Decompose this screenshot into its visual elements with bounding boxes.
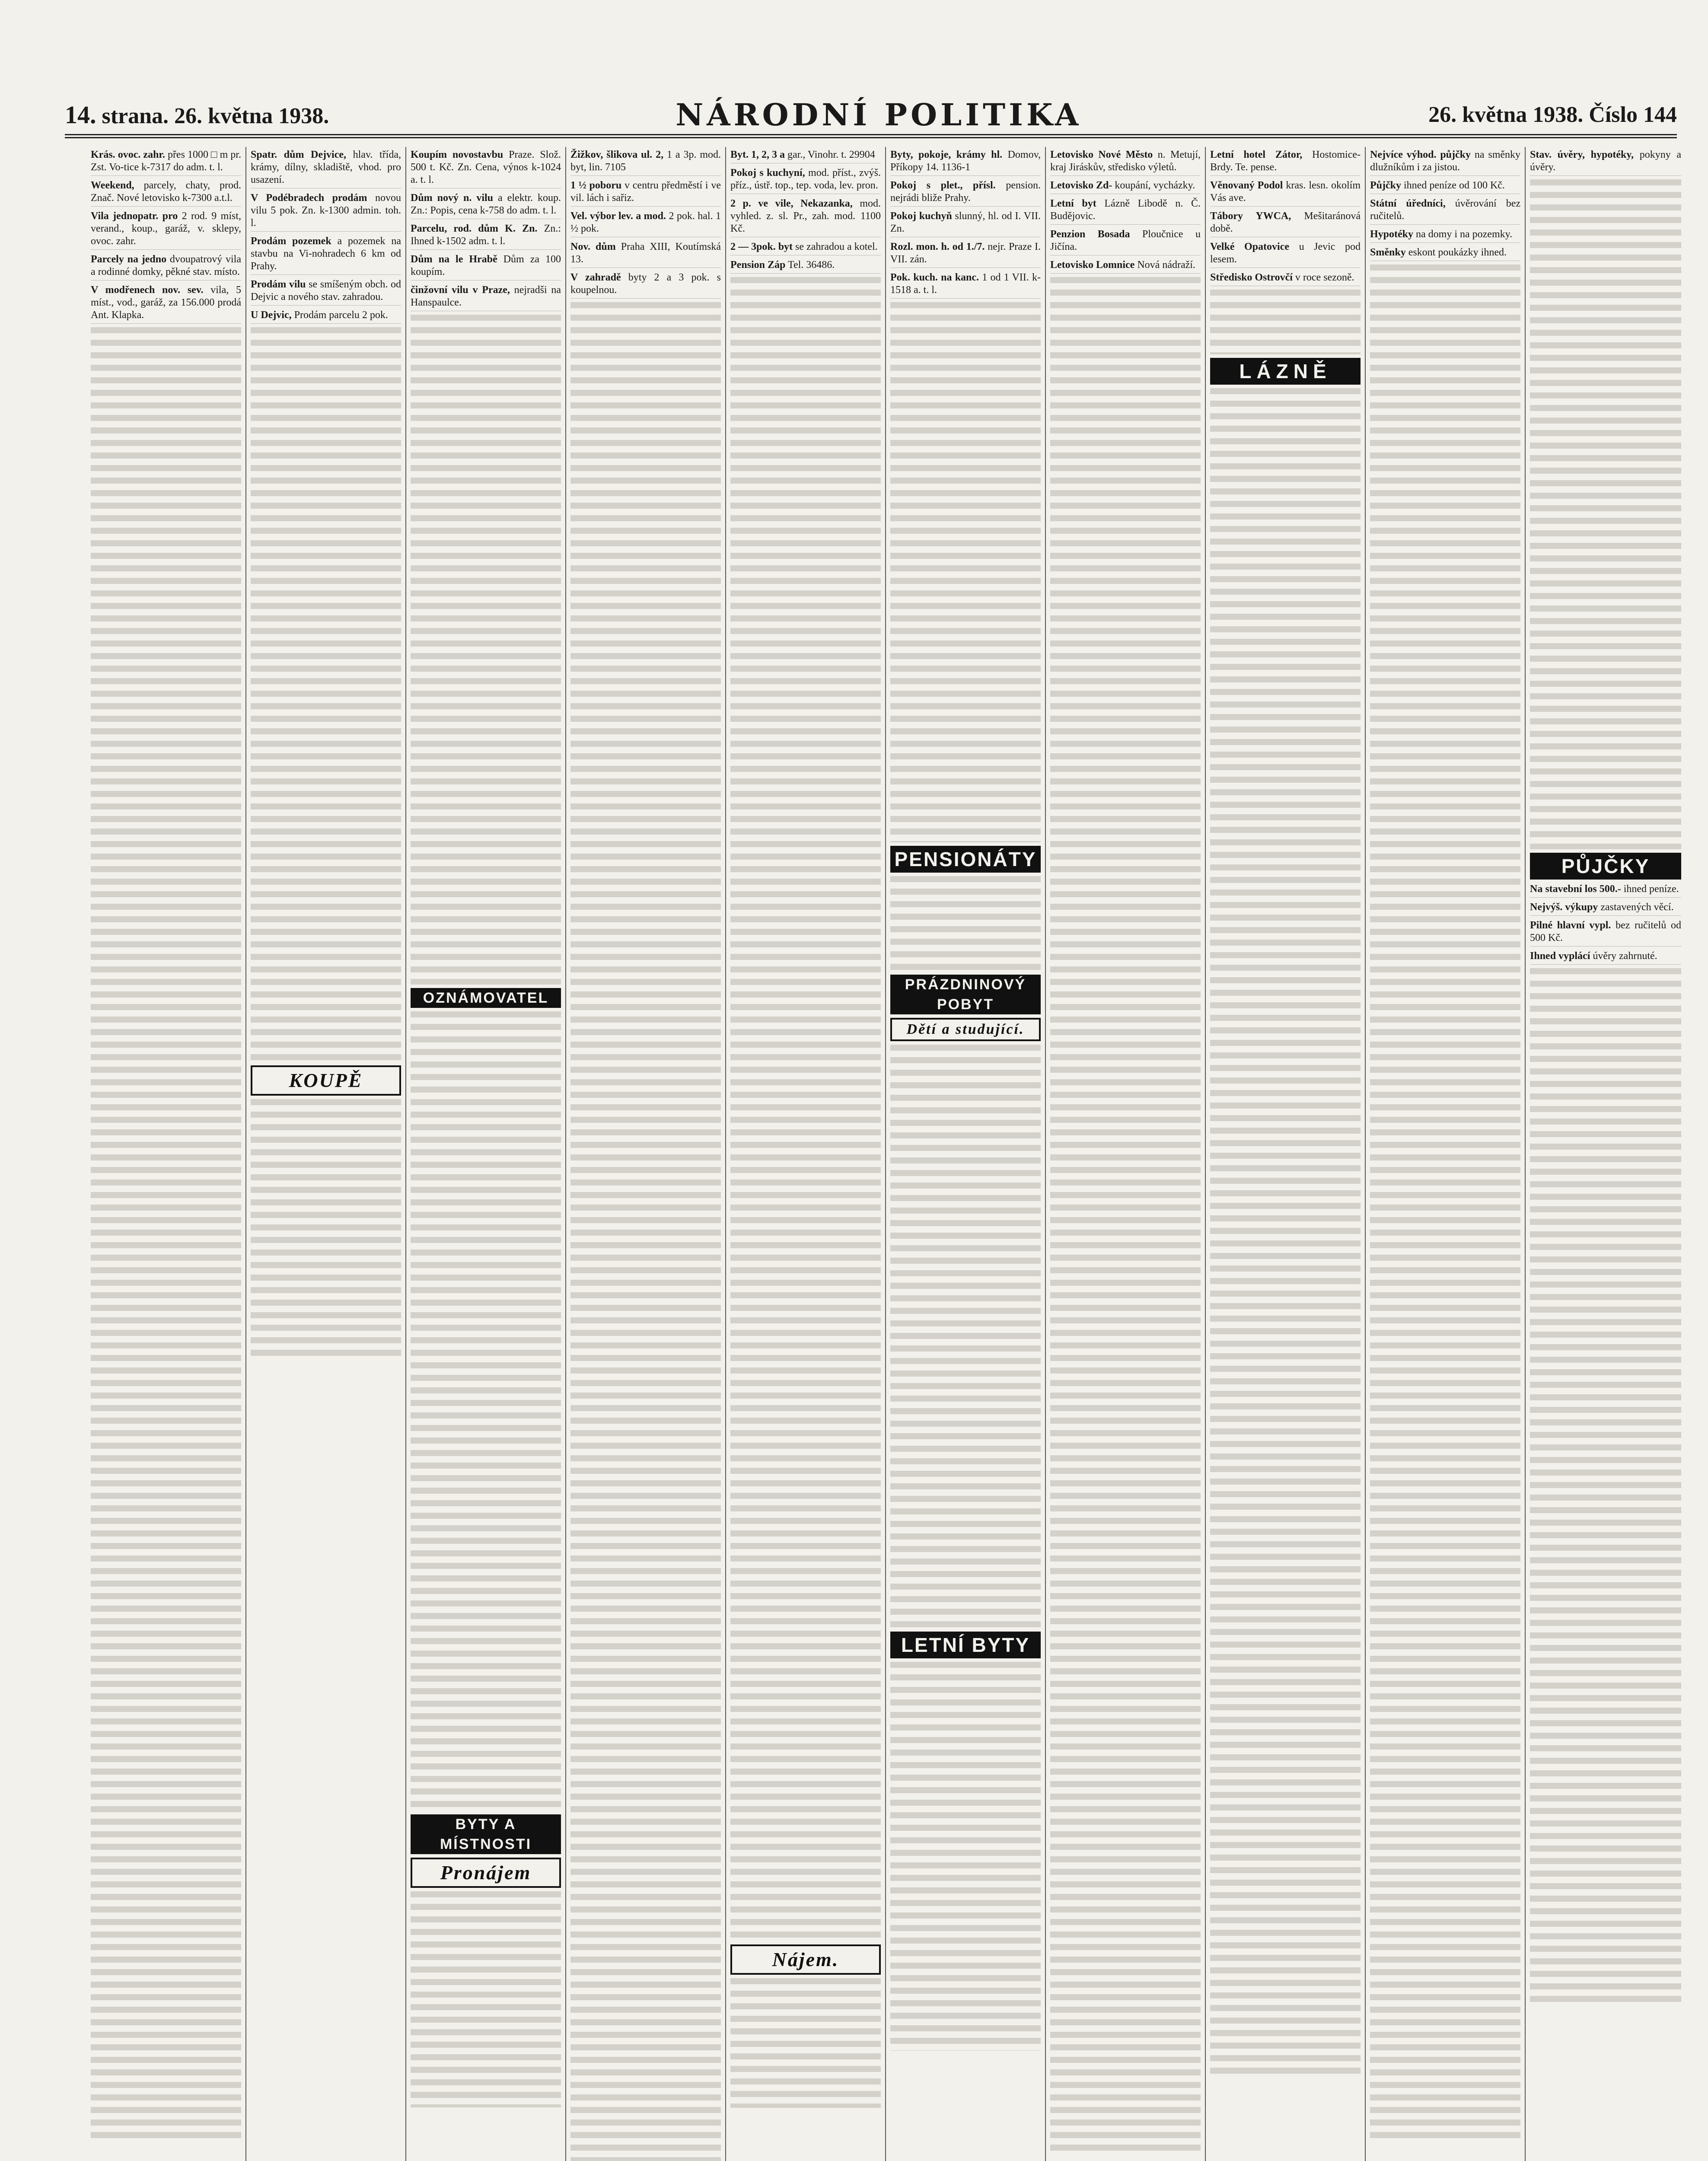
ad-heading: Pokoj kuchyň [890,210,952,222]
ad-heading: Ihned vyplácí [1530,950,1590,962]
header-issue-info: 26. května 1938. Číslo 144 [1428,102,1677,127]
ad-heading: Nejvíce výhod. půjčky [1370,149,1471,160]
ad-text: kras. lesn. okolím Vás ave. [1210,180,1361,204]
ad-text: ihned peníze od 100 Kč. [1404,180,1505,191]
ad-text: byty 2 a 3 pok. s koupelnou. [570,272,721,296]
dense-text-block [1210,388,1361,2074]
ad-heading: Krás. ovoc. zahr. [91,149,165,160]
column-10 [1526,147,1686,2161]
header-page-info [65,100,329,129]
column-1 [86,147,246,2161]
classified-ad [1050,228,1201,255]
ad-heading: činžovní vilu v Praze, [411,284,510,296]
column-7 [1046,147,1206,2161]
ad-heading: Věnovaný Podol [1210,180,1283,191]
classified-ad [570,271,721,299]
ad-heading: Pokoj s plet., přísl. [890,180,996,191]
ad-text: se smíšeným obch. od Dejvic a nového stav. zahradou. [251,279,402,303]
ad-heading: Vila jednopatr. pro [91,210,178,222]
ad-text: na domy i na pozemky. [1416,229,1513,240]
classified-ad [1370,198,1520,225]
ad-heading: Pokoj s kuchyní, [730,167,805,178]
ad-text: 2 pok. hal. 1 ½ pok. [570,210,721,234]
ad-heading: Byt. 1, 2, 3 a [730,149,785,160]
ad-text: u Jevic pod lesem. [1210,241,1361,265]
ad-text: úvěrování bez ručitelů. [1370,198,1520,222]
classified-ad [411,253,561,280]
classified-ad [411,284,561,311]
ad-text: 1 a 3p. mod. byt, lin. 7105 [570,149,721,173]
ad-text: Mešitaránová době. [1210,210,1361,234]
ad-heading: Stav. úvěry, hypotéky, [1530,149,1634,160]
ad-text: Tel. 36486. [787,259,835,271]
ad-text: Lázně Libodě n. Č. Budějovic. [1050,198,1201,222]
dense-text-block [1210,290,1361,354]
classified-ad [1530,901,1681,916]
ad-text: novou vilu 5 pok. Zn. k-1300 admin. toh. l. [251,192,402,229]
ad-heading: Na stavební los 500.- [1530,883,1621,895]
ad-text: gar., Vinohr. t. 29904 [787,149,875,160]
section-banner-koupe: KOUPĚ [251,1065,401,1096]
ad-text: v roce sezoně. [1295,272,1354,283]
ad-heading: Velké Opatovice [1210,241,1289,252]
ad-heading: Penzion Bosada [1050,229,1130,240]
ad-text: Hostomice-Brdy. Te. pense. [1210,149,1361,173]
ad-text: přes 1000 □ m pr. Zst. Vo-tice k-7317 do adm. t. l. [91,149,242,173]
classified-ad [1370,149,1520,176]
dense-text-block [570,302,721,2161]
ad-text: a pozemek na stavbu na Vi-nohradech 6 km od Prahy. [251,236,401,272]
classified-ad [91,253,241,280]
ad-heading: Prodám pozemek [251,236,331,247]
section-banner-pronajem: Pronájem [411,1858,561,1888]
ad-heading: Rozl. mon. h. od 1./7. [890,241,985,252]
ad-text: v centru předměstí i ve vil. lách i sařiz. [570,180,721,204]
classified-ad [570,179,721,207]
ad-heading: Pension Záp [730,259,786,271]
classified-ad [251,309,401,324]
ad-heading: Letovisko Lomnice [1050,259,1135,271]
classified-ad [730,259,881,274]
dense-text-block [1370,265,1520,2145]
dense-text-block [730,1978,881,2108]
header-date-left: strana. 26. května 1938. [102,103,329,128]
ad-heading: 1 ½ poboru [570,180,622,191]
column-4 [566,147,726,2161]
dense-text-block [890,302,1041,842]
ad-heading: Žižkov, šlikova ul. 2, [570,149,664,160]
classified-ad [411,192,561,219]
ad-heading: Nejvýš. výkupy [1530,902,1598,913]
dense-text-block [890,1045,1041,1628]
ad-text: 1 od 1 VII. k-1518 a. t. l. [890,272,1041,296]
classified-ad [1050,149,1201,176]
classified-ad [1210,241,1361,268]
section-banner-pujcky: PŮJČKY [1530,853,1681,880]
classified-ad [570,210,721,237]
ad-text: eskont poukázky ihned. [1408,247,1507,258]
ad-text: Nová nádraží. [1137,259,1195,271]
ad-text: pokyny a úvěry. [1530,149,1681,173]
dense-text-block [890,1662,1041,2051]
ad-text: dvoupatrový vila a rodinné domky, pěkné stav. místo. [91,254,241,277]
classified-ad [1370,228,1520,243]
dense-text-block [411,1011,561,1811]
ad-text: koupání, vycházky. [1115,180,1195,191]
classified-ad [1210,149,1361,176]
ad-text: Ploučnice u Jičína. [1050,229,1201,252]
classified-ad [91,284,241,324]
section-banner-byty-a-mistnosti: BYTY A MÍSTNOSTI [411,1814,561,1854]
ad-heading: V modřenech nov. sev. [91,284,204,296]
ad-heading: Prodám vilu [251,279,306,290]
ad-heading: V Podébradech prodám [251,192,367,204]
ad-text: úvěry zahrnuté. [1593,950,1657,962]
section-banner-najem: Nájem. [730,1944,881,1975]
column-9 [1366,147,1526,2161]
ad-text: vila, 5 míst., vod., garáž, za 156.000 prodá Ant. Klapka. [91,284,242,321]
ad-text: zastavených věcí. [1600,902,1674,913]
classified-ad [411,149,561,188]
section-banner-oznamovatel: OZNÁMOVATEL [411,988,561,1008]
classified-ad [730,167,881,194]
ad-text: hlav. třída, krámy, dílny, skladiště, vhod. pro usazení. [251,149,401,185]
ad-text: Prodám parcelu 2 pok. [294,309,388,321]
newspaper-title: NÁRODNÍ POLITIKA [676,96,1082,133]
dense-text-block [91,327,241,2142]
classified-ad [251,278,401,306]
ad-heading: 2 p. ve vile, Nekazanka, [730,198,853,209]
classified-ad [570,149,721,176]
classified-ad [1050,259,1201,274]
section-banner-deti-a-studujici: Dětí a studující. [890,1018,1041,1041]
classified-ad [1530,149,1681,176]
ad-text: Zn.: Ihned k-1502 adm. t. l. [411,223,561,247]
page-number: 14. [65,100,96,129]
ad-heading: Dům nový n. vilu [411,192,494,204]
classified-ad [1050,179,1201,194]
classified-ad [1530,919,1681,947]
classified-ad [1530,950,1681,965]
ad-heading: Vel. výbor lev. a mod. [570,210,666,222]
classified-ad [570,241,721,268]
ad-heading: Pok. kuch. na kanc. [890,272,979,283]
ad-text: nejr. Praze I. VII. zán. [890,241,1041,265]
classified-ad [1050,198,1201,225]
ad-heading: Směnky [1370,247,1406,258]
ad-heading: Koupím novostavbu [411,149,503,160]
section-banner-prazdninovy-pobyt: PRÁZDNINOVÝ POBYT [890,975,1041,1014]
classified-ad [251,149,401,188]
ad-text: bez ručitelů od 500 Kč. [1530,920,1682,943]
ad-heading: Státní úředníci, [1370,198,1446,209]
classified-ad [1370,179,1520,194]
ad-text: 2 rod. 9 míst, verand., koup., garáž, v. sklepy, ovoc. zahr. [91,210,242,247]
classified-ad [251,192,401,232]
column-5 [726,147,886,2161]
ad-text: parcely, chaty, prod. Znač. Nové letovisko k-7300 a.t.l. [91,180,242,204]
section-banner-letni-byty: LETNÍ BYTY [890,1632,1041,1658]
ad-text: mod. vyhled. z. sl. Pr., zah. mod. 1100 Kč. [730,198,881,234]
newspaper-page [26,17,1686,2161]
classified-ad [890,149,1041,176]
ad-heading: Letovisko Zd- [1050,180,1112,191]
classified-ad [890,241,1041,268]
ad-text: na směnky dlužníkům i za jistou. [1370,149,1521,173]
ad-heading: Tábory YWCA, [1210,210,1291,222]
dense-text-block [411,1891,561,2107]
ad-heading: Hypotéky [1370,229,1414,240]
dense-text-block [251,327,401,1062]
classified-ad [730,241,881,255]
ad-heading: Středisko Ostrovčí [1210,272,1293,283]
ad-heading: Půjčky [1370,180,1401,191]
ad-text: Domov, Příkopy 14. 1136-1 [890,149,1041,173]
classified-ad [890,210,1041,237]
dense-text-block [1530,968,1681,2005]
ad-heading: Parcely na jedno [91,254,167,265]
dense-text-block [411,315,561,985]
column-6 [886,147,1046,2161]
classified-columns [86,147,1686,2161]
column-8 [1206,147,1366,2161]
ad-heading: 2 — 3pok. byt [730,241,793,252]
ad-heading: Letní byt [1050,198,1096,209]
dense-text-block [730,277,881,1941]
ad-heading: V zahradě [570,272,621,283]
ad-heading: Dům na le Hrabě [411,254,497,265]
ad-text: Praze. Slož. 500 t. Kč. Zn. Cena, výnos k-1024 a. t. l. [411,149,561,185]
dense-text-block [1530,179,1681,849]
ad-text: n. Metují, kraj Jiráskův, středisko výletů. [1050,149,1201,173]
ad-text: mod. příst., zvýš. příz., ústř. top., tep. voda, lev. pron. [730,167,881,191]
ad-heading: Letovisko Nové Město [1050,149,1153,160]
dense-text-block [251,1099,401,1358]
ad-heading: Nov. dům [570,241,616,252]
ad-text: Praha XIII, Koutímská 13. [570,241,721,265]
column-2 [246,147,406,2161]
classified-ad [1210,210,1361,237]
ad-heading: Weekend, [91,180,134,191]
classified-ad [91,149,241,176]
dense-text-block [890,876,1041,971]
ad-text: se zahradou a kotel. [795,241,878,252]
classified-ad [91,210,241,250]
ad-heading: Letní hotel Zátor, [1210,149,1303,160]
ad-text: pension. nejrádi bliže Prahy. [890,180,1041,204]
classified-ad [91,179,241,207]
classified-ad [1210,179,1361,207]
ad-heading: Spatr. dům Dejvice, [251,149,347,160]
classified-ad [1210,271,1361,286]
classified-ad [730,198,881,237]
classified-ad [411,223,561,250]
ad-text: ihned peníze. [1623,883,1679,895]
ad-heading: Parcelu, rod. dům K. Zn. [411,223,538,234]
section-banner-lazne: LÁZNĚ [1210,358,1361,385]
ad-heading: U Dejvic, [251,309,292,321]
section-banner-pensionaty: PENSIONÁTY [890,846,1041,873]
classified-ad [1530,883,1681,898]
ad-heading: Pilné hlavní vypl. [1530,920,1611,931]
page-header [65,95,1677,138]
ad-text: Dům za 100 koupím. [411,254,561,277]
dense-text-block [1050,277,1201,2157]
classified-ad [1370,246,1520,261]
classified-ad [890,179,1041,207]
classified-ad [890,271,1041,299]
ad-heading: Byty, pokoje, krámy hl. [890,149,1003,160]
ad-text: nejradši na Hanspaulce. [411,284,561,308]
column-3 [406,147,566,2161]
ad-text: slunný, hl. od I. VII. Zn. [890,210,1041,234]
classified-ad [251,235,401,275]
classified-ad [730,149,881,163]
ad-text: a elektr. koup. Zn.: Popis, cena k-758 do adm. t. l. [411,192,561,216]
